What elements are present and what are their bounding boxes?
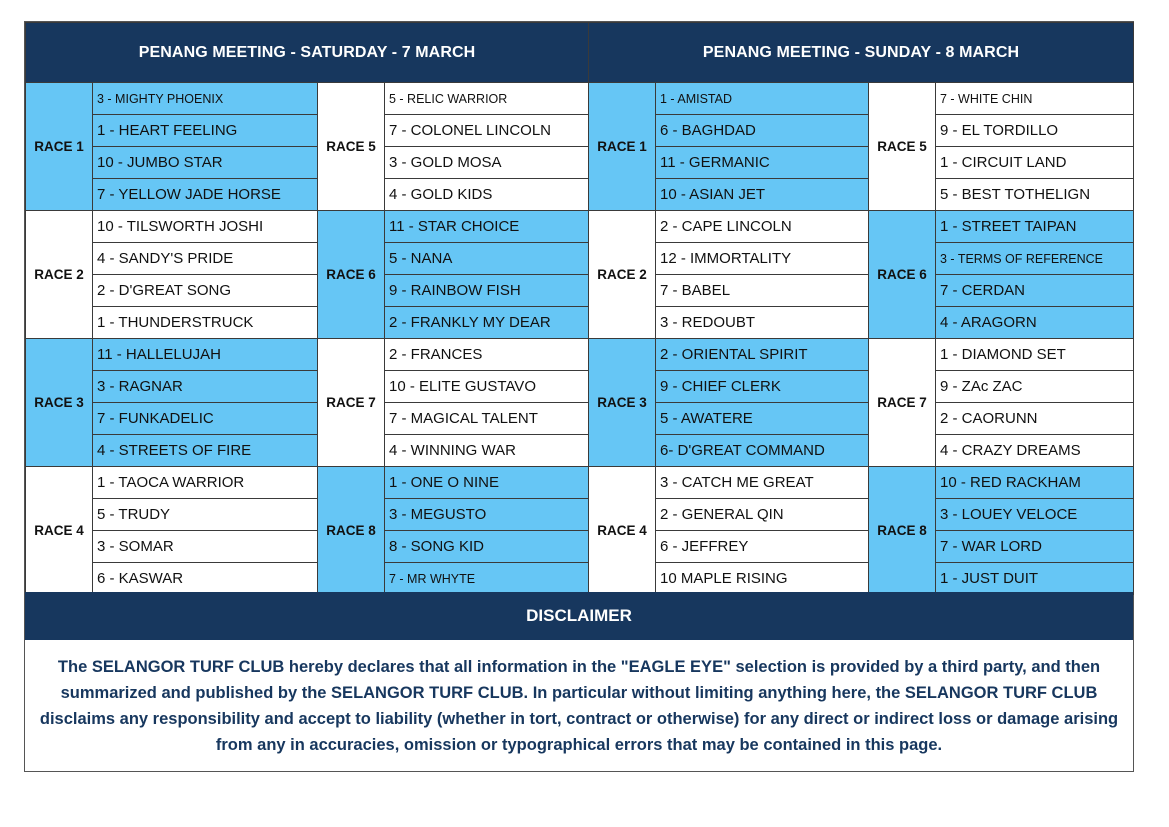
saturday-meeting-header: PENANG MEETING - SATURDAY - 7 MARCH (26, 23, 589, 83)
race-label: RACE 3 (589, 339, 656, 467)
horse-selection: 1 - AMISTAD (656, 83, 869, 115)
horse-selection: 10 MAPLE RISING (656, 563, 869, 595)
race-label: RACE 2 (589, 211, 656, 339)
horse-selection: 10 - JUMBO STAR (93, 147, 318, 179)
horse-selection: 10 - TILSWORTH JOSHI (93, 211, 318, 243)
horse-selection: 4 - WINNING WAR (385, 435, 589, 467)
horse-selection: 4 - SANDY'S PRIDE (93, 243, 318, 275)
horse-selection: 9 - EL TORDILLO (936, 115, 1134, 147)
horse-selection: 4 - STREETS OF FIRE (93, 435, 318, 467)
horse-selection: 7 - MR WHYTE (385, 563, 589, 595)
race-label: RACE 8 (318, 467, 385, 595)
race-label: RACE 4 (26, 467, 93, 595)
race-label: RACE 8 (869, 467, 936, 595)
horse-selection: 1 - ONE O NINE (385, 467, 589, 499)
disclaimer-text: The SELANGOR TURF CLUB hereby declares that all information in the "EAGLE EYE" selection is provided by a third party, and then summarized and published by the SELANGOR TURF CLUB. In particular without limiting anything here, the SELANGOR TURF CLUB disclaims any responsibility and accept to liability (whether in tort, contract or otherwise) for any direct or indirect loss or damage arising from any in accuracies, omission or typographical errors that may be contained in this page. (39, 657, 1119, 754)
race-label: RACE 1 (26, 83, 93, 211)
horse-selection: 7 - WHITE CHIN (936, 83, 1134, 115)
horse-selection: 6 - BAGHDAD (656, 115, 869, 147)
horse-selection: 2 - FRANCES (385, 339, 589, 371)
horse-selection: 1 - TAOCA WARRIOR (93, 467, 318, 499)
horse-selection: 1 - STREET TAIPAN (936, 211, 1134, 243)
race-label: RACE 5 (318, 83, 385, 211)
horse-selection: 4 - GOLD KIDS (385, 179, 589, 211)
horse-selection: 8 - SONG KID (385, 531, 589, 563)
horse-selection: 1 - HEART FEELING (93, 115, 318, 147)
race-label: RACE 7 (318, 339, 385, 467)
horse-selection: 5 - NANA (385, 243, 589, 275)
horse-selection: 10 - ASIAN JET (656, 179, 869, 211)
horse-selection: 2 - D'GREAT SONG (93, 275, 318, 307)
horse-selection: 2 - GENERAL QIN (656, 499, 869, 531)
horse-selection: 4 - ARAGORN (936, 307, 1134, 339)
horse-selection: 6 - JEFFREY (656, 531, 869, 563)
horse-selection: 7 - WAR LORD (936, 531, 1134, 563)
horse-selection: 1 - CIRCUIT LAND (936, 147, 1134, 179)
horse-selection: 12 - IMMORTALITY (656, 243, 869, 275)
horse-selection: 2 - CAPE LINCOLN (656, 211, 869, 243)
horse-selection: 4 - CRAZY DREAMS (936, 435, 1134, 467)
horse-selection: 7 - MAGICAL TALENT (385, 403, 589, 435)
horse-selection: 3 - MEGUSTO (385, 499, 589, 531)
horse-selection: 2 - ORIENTAL SPIRIT (656, 339, 869, 371)
selection-sheet (24, 21, 1134, 772)
race-label: RACE 7 (869, 339, 936, 467)
horse-selection: 9 - RAINBOW FISH (385, 275, 589, 307)
race-label: RACE 2 (26, 211, 93, 339)
horse-selection: 6 - KASWAR (93, 563, 318, 595)
race-label: RACE 3 (26, 339, 93, 467)
sunday-meeting-header: PENANG MEETING - SUNDAY - 8 MARCH (589, 23, 1134, 83)
horse-selection: 10 - RED RACKHAM (936, 467, 1134, 499)
horse-selection: 3 - RAGNAR (93, 371, 318, 403)
horse-selection: 9 - CHIEF CLERK (656, 371, 869, 403)
race-label: RACE 6 (869, 211, 936, 339)
horse-selection: 3 - GOLD MOSA (385, 147, 589, 179)
horse-selection: 11 - STAR CHOICE (385, 211, 589, 243)
horse-selection: 1 - JUST DUIT (936, 563, 1134, 595)
horse-selection: 7 - CERDAN (936, 275, 1134, 307)
disclaimer-title: DISCLAIMER (25, 592, 1133, 640)
horse-selection: 7 - BABEL (656, 275, 869, 307)
horse-selection: 9 - ZAc ZAC (936, 371, 1134, 403)
race-label: RACE 1 (589, 83, 656, 211)
horse-selection: 5 - AWATERE (656, 403, 869, 435)
horse-selection: 11 - HALLELUJAH (93, 339, 318, 371)
horse-selection: 5 - RELIC WARRIOR (385, 83, 589, 115)
horse-selection: 1 - DIAMOND SET (936, 339, 1134, 371)
horse-selection: 7 - YELLOW JADE HORSE (93, 179, 318, 211)
race-selection-table (25, 22, 1134, 595)
horse-selection: 7 - COLONEL LINCOLN (385, 115, 589, 147)
race-label: RACE 6 (318, 211, 385, 339)
horse-selection: 3 - LOUEY VELOCE (936, 499, 1134, 531)
horse-selection: 10 - ELITE GUSTAVO (385, 371, 589, 403)
horse-selection: 1 - THUNDERSTRUCK (93, 307, 318, 339)
horse-selection: 2 - CAORUNN (936, 403, 1134, 435)
horse-selection: 2 - FRANKLY MY DEAR (385, 307, 589, 339)
horse-selection: 3 - MIGHTY PHOENIX (93, 83, 318, 115)
horse-selection: 3 - REDOUBT (656, 307, 869, 339)
race-label: RACE 5 (869, 83, 936, 211)
race-label: RACE 4 (589, 467, 656, 595)
horse-selection: 6- D'GREAT COMMAND (656, 435, 869, 467)
horse-selection: 3 - CATCH ME GREAT (656, 467, 869, 499)
horse-selection: 5 - TRUDY (93, 499, 318, 531)
horse-selection: 7 - FUNKADELIC (93, 403, 318, 435)
horse-selection: 5 - BEST TOTHELIGN (936, 179, 1134, 211)
horse-selection: 3 - SOMAR (93, 531, 318, 563)
horse-selection: 11 - GERMANIC (656, 147, 869, 179)
horse-selection: 3 - TERMS OF REFERENCE (936, 243, 1134, 275)
